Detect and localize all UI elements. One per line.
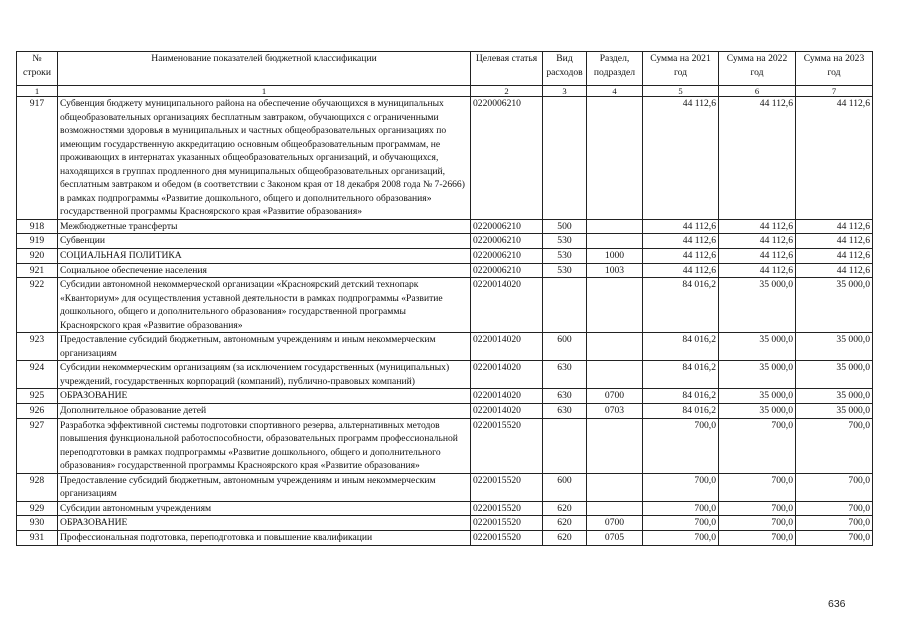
row-sum-2023: 44 112,6 bbox=[796, 263, 873, 278]
row-name: Субсидии некоммерческим организациям (за исключением государственных (муниципальных) учреждений, государственных корпораций (компаний), публично-правовых компаний) bbox=[58, 361, 471, 389]
row-sum-2022: 700,0 bbox=[719, 501, 796, 516]
column-number: 5 bbox=[643, 86, 719, 97]
row-name: Разработка эффективной системы подготовки спортивного резерва, альтернативных методов повышения функциональной работоспособности, образовательных программ профессиональной переподготовки в рамках подпрограммы «Развитие дошкольного, общего и дополнительного образования» государственной программы Красноярского края «Развитие образования» bbox=[58, 418, 471, 473]
row-sum-2023: 44 112,6 bbox=[796, 249, 873, 264]
row-number: 920 bbox=[17, 249, 58, 264]
row-sum-2022: 700,0 bbox=[719, 418, 796, 473]
header-sum-2023: Сумма на 2023 год bbox=[796, 52, 873, 86]
table-row bbox=[17, 418, 873, 473]
row-sum-2023: 35 000,0 bbox=[796, 404, 873, 419]
column-number: 4 bbox=[587, 86, 643, 97]
row-sum-2021: 84 016,2 bbox=[643, 278, 719, 333]
row-number: 931 bbox=[17, 530, 58, 545]
header-sum-2022: Сумма на 2022 год bbox=[719, 52, 796, 86]
row-sum-2022: 35 000,0 bbox=[719, 389, 796, 404]
row-sum-2021: 700,0 bbox=[643, 418, 719, 473]
row-sum-2022: 700,0 bbox=[719, 473, 796, 501]
row-razdel: 1003 bbox=[587, 263, 643, 278]
row-vid: 620 bbox=[543, 516, 587, 531]
row-number: 919 bbox=[17, 234, 58, 249]
header-razdel: Раздел, подраздел bbox=[587, 52, 643, 86]
row-sum-2023: 700,0 bbox=[796, 516, 873, 531]
row-name: Межбюджетные трансферты bbox=[58, 219, 471, 234]
row-razdel bbox=[587, 234, 643, 249]
row-sum-2023: 35 000,0 bbox=[796, 389, 873, 404]
row-number: 922 bbox=[17, 278, 58, 333]
header-sum-2021: Сумма на 2021 год bbox=[643, 52, 719, 86]
row-vid: 630 bbox=[543, 404, 587, 419]
table-row bbox=[17, 404, 873, 419]
row-sum-2023: 44 112,6 bbox=[796, 234, 873, 249]
row-sum-2021: 44 112,6 bbox=[643, 219, 719, 234]
row-name: Профессиональная подготовка, переподготовка и повышение квалификации bbox=[58, 530, 471, 545]
row-name: Предоставление субсидий бюджетным, автономным учреждениям и иным некоммерческим организациям bbox=[58, 333, 471, 361]
row-vid: 530 bbox=[543, 234, 587, 249]
column-number: 1 bbox=[17, 86, 58, 97]
row-target-code: 0220015520 bbox=[471, 501, 543, 516]
table-row bbox=[17, 278, 873, 333]
header-target: Целевая статья bbox=[471, 52, 543, 86]
header-vid: Вид расходов bbox=[543, 52, 587, 86]
row-number: 929 bbox=[17, 501, 58, 516]
row-target-code: 0220015520 bbox=[471, 418, 543, 473]
row-target-code: 0220014020 bbox=[471, 278, 543, 333]
row-razdel bbox=[587, 333, 643, 361]
row-sum-2023: 44 112,6 bbox=[796, 97, 873, 220]
table-row bbox=[17, 530, 873, 545]
row-razdel: 0700 bbox=[587, 389, 643, 404]
row-sum-2022: 44 112,6 bbox=[719, 234, 796, 249]
row-number: 918 bbox=[17, 219, 58, 234]
row-target-code: 0220014020 bbox=[471, 361, 543, 389]
table-row bbox=[17, 219, 873, 234]
row-vid bbox=[543, 278, 587, 333]
row-sum-2021: 44 112,6 bbox=[643, 263, 719, 278]
table-row bbox=[17, 97, 873, 220]
column-number: 6 bbox=[719, 86, 796, 97]
row-razdel: 0703 bbox=[587, 404, 643, 419]
budget-table bbox=[16, 51, 873, 546]
row-vid: 500 bbox=[543, 219, 587, 234]
row-name: Субвенции bbox=[58, 234, 471, 249]
row-target-code: 0220006210 bbox=[471, 234, 543, 249]
row-sum-2021: 44 112,6 bbox=[643, 249, 719, 264]
row-sum-2021: 84 016,2 bbox=[643, 389, 719, 404]
row-sum-2023: 35 000,0 bbox=[796, 361, 873, 389]
table-row bbox=[17, 473, 873, 501]
row-name: Субсидии автономной некоммерческой организации «Красноярский детский технопарк «Кванториум» для осуществления уставной деятельности в рамках подпрограммы «Развитие дошкольного, общего и дополнительного образования» государственной программы Красноярского края «Развитие образования» bbox=[58, 278, 471, 333]
table-header bbox=[17, 52, 873, 97]
row-name: Социальное обеспечение населения bbox=[58, 263, 471, 278]
header-row-no: № строки bbox=[17, 52, 58, 86]
table-row bbox=[17, 389, 873, 404]
row-sum-2021: 700,0 bbox=[643, 501, 719, 516]
table-row bbox=[17, 249, 873, 264]
row-sum-2022: 35 000,0 bbox=[719, 278, 796, 333]
table-row bbox=[17, 361, 873, 389]
row-target-code: 0220006210 bbox=[471, 97, 543, 220]
row-sum-2023: 35 000,0 bbox=[796, 333, 873, 361]
row-number: 921 bbox=[17, 263, 58, 278]
row-sum-2021: 700,0 bbox=[643, 516, 719, 531]
page-number: 636 bbox=[828, 598, 846, 610]
row-vid: 630 bbox=[543, 389, 587, 404]
row-vid: 620 bbox=[543, 530, 587, 545]
row-vid bbox=[543, 418, 587, 473]
row-number: 928 bbox=[17, 473, 58, 501]
row-sum-2022: 44 112,6 bbox=[719, 219, 796, 234]
row-razdel bbox=[587, 219, 643, 234]
row-razdel bbox=[587, 501, 643, 516]
column-number-row bbox=[17, 86, 873, 97]
column-number: 7 bbox=[796, 86, 873, 97]
table-row bbox=[17, 501, 873, 516]
row-sum-2021: 44 112,6 bbox=[643, 97, 719, 220]
row-target-code: 0220006210 bbox=[471, 263, 543, 278]
row-number: 926 bbox=[17, 404, 58, 419]
row-target-code: 0220006210 bbox=[471, 219, 543, 234]
row-target-code: 0220015520 bbox=[471, 516, 543, 531]
column-number: 1 bbox=[58, 86, 471, 97]
row-name: Субсидии автономным учреждениям bbox=[58, 501, 471, 516]
row-vid: 600 bbox=[543, 333, 587, 361]
row-sum-2022: 35 000,0 bbox=[719, 404, 796, 419]
row-sum-2023: 700,0 bbox=[796, 473, 873, 501]
row-sum-2021: 84 016,2 bbox=[643, 361, 719, 389]
row-target-code: 0220014020 bbox=[471, 389, 543, 404]
row-vid: 600 bbox=[543, 473, 587, 501]
row-sum-2022: 700,0 bbox=[719, 530, 796, 545]
row-number: 917 bbox=[17, 97, 58, 220]
row-number: 923 bbox=[17, 333, 58, 361]
row-razdel: 0700 bbox=[587, 516, 643, 531]
row-target-code: 0220015520 bbox=[471, 473, 543, 501]
row-razdel: 1000 bbox=[587, 249, 643, 264]
row-vid: 530 bbox=[543, 249, 587, 264]
row-target-code: 0220015520 bbox=[471, 530, 543, 545]
row-number: 927 bbox=[17, 418, 58, 473]
row-name: Дополнительное образование детей bbox=[58, 404, 471, 419]
row-target-code: 0220014020 bbox=[471, 333, 543, 361]
row-name: Предоставление субсидий бюджетным, автономным учреждениям и иным некоммерческим организациям bbox=[58, 473, 471, 501]
row-sum-2023: 44 112,6 bbox=[796, 219, 873, 234]
row-target-code: 0220006210 bbox=[471, 249, 543, 264]
row-sum-2021: 44 112,6 bbox=[643, 234, 719, 249]
row-vid: 630 bbox=[543, 361, 587, 389]
row-name: Субвенция бюджету муниципального района на обеспечение обучающихся в муниципальных общеобразовательных организациях бесплатным завтраком, обучающихся с ограниченными возможностями здоровья в муниципальных и частных общеобразовательных организациях по имеющим государственную аккредитацию основным общеобразовательным программам, не проживающих в интернатах указанных общеобразовательных организаций, и обучающихся, находящихся в группах продленного дня муниципальных общеобразовательных организаций, бесплатным завтраком и обедом (в соответствии с Законом края от 18 декабря 2008 года № 7-2666) в рамках подпрограммы «Развитие дошкольного, общего и дополнительного образования» государственной программы Красноярского края «Развитие образования» bbox=[58, 97, 471, 220]
row-sum-2023: 700,0 bbox=[796, 501, 873, 516]
row-razdel bbox=[587, 278, 643, 333]
row-number: 925 bbox=[17, 389, 58, 404]
table-row bbox=[17, 333, 873, 361]
row-sum-2023: 700,0 bbox=[796, 418, 873, 473]
row-sum-2023: 700,0 bbox=[796, 530, 873, 545]
row-razdel bbox=[587, 361, 643, 389]
row-razdel bbox=[587, 418, 643, 473]
row-number: 930 bbox=[17, 516, 58, 531]
row-name: ОБРАЗОВАНИЕ bbox=[58, 516, 471, 531]
row-sum-2022: 35 000,0 bbox=[719, 333, 796, 361]
row-sum-2022: 44 112,6 bbox=[719, 249, 796, 264]
row-name: ОБРАЗОВАНИЕ bbox=[58, 389, 471, 404]
row-target-code: 0220014020 bbox=[471, 404, 543, 419]
row-vid bbox=[543, 97, 587, 220]
row-sum-2021: 700,0 bbox=[643, 530, 719, 545]
row-vid: 530 bbox=[543, 263, 587, 278]
row-razdel bbox=[587, 97, 643, 220]
row-number: 924 bbox=[17, 361, 58, 389]
row-name: СОЦИАЛЬНАЯ ПОЛИТИКА bbox=[58, 249, 471, 264]
row-sum-2022: 700,0 bbox=[719, 516, 796, 531]
column-number: 2 bbox=[471, 86, 543, 97]
row-sum-2022: 44 112,6 bbox=[719, 97, 796, 220]
row-sum-2022: 35 000,0 bbox=[719, 361, 796, 389]
row-sum-2021: 700,0 bbox=[643, 473, 719, 501]
row-sum-2021: 84 016,2 bbox=[643, 333, 719, 361]
table-row bbox=[17, 516, 873, 531]
row-sum-2022: 44 112,6 bbox=[719, 263, 796, 278]
row-sum-2021: 84 016,2 bbox=[643, 404, 719, 419]
table-row bbox=[17, 263, 873, 278]
column-number: 3 bbox=[543, 86, 587, 97]
table-row bbox=[17, 234, 873, 249]
row-razdel bbox=[587, 473, 643, 501]
row-razdel: 0705 bbox=[587, 530, 643, 545]
table-body bbox=[17, 97, 873, 546]
header-name: Наименование показателей бюджетной классификации bbox=[58, 52, 471, 86]
row-vid: 620 bbox=[543, 501, 587, 516]
row-sum-2023: 35 000,0 bbox=[796, 278, 873, 333]
